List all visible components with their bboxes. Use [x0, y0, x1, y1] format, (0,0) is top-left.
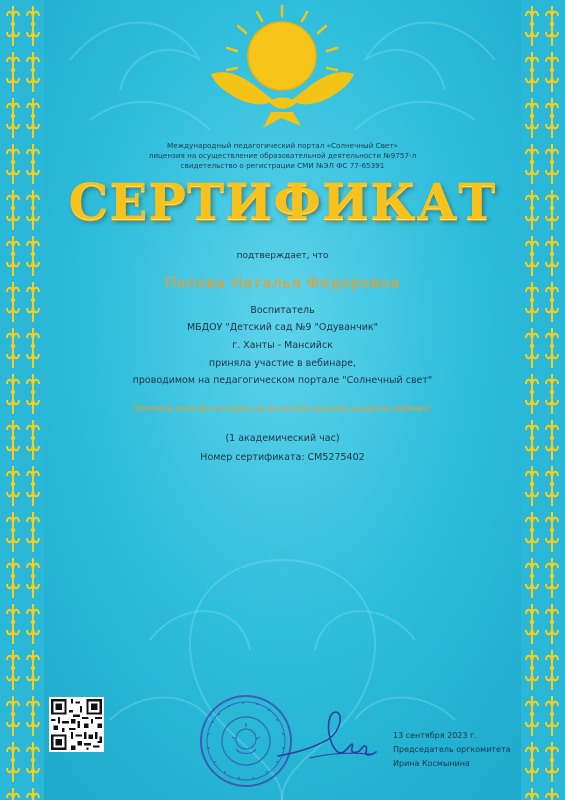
portal-info: [110, 141, 455, 171]
recipient-organization: МБДОУ "Детский сад №9 "Одуванчик": [186, 322, 379, 333]
ornament-column-left-outer: [4, 0, 22, 800]
confirms-text: подтверждает, что: [236, 251, 329, 261]
handwritten-signature: [270, 700, 380, 770]
webinar-title: "Влияние мелкой моторики на интеллектуальное развитие ребенка": [132, 403, 433, 413]
portal-name: Международный педагогический портал «Солнечный Свет»: [167, 141, 398, 150]
certificate-title: СЕРТИФИКАТ: [68, 172, 497, 231]
ornament-column-right-inner: [523, 0, 541, 800]
recipient-city: г. Ханты - Мансийск: [232, 340, 333, 351]
signature-block: [393, 729, 511, 771]
recipient-name: Попова Наталья Федоровна: [164, 274, 401, 292]
signer-role: Председатель оргкомитета: [393, 745, 511, 754]
signer-name: Ирина Космынина: [393, 759, 470, 768]
participation-text: приняла участие в вебинаре,: [208, 358, 357, 369]
recipient-position: Воспитатель: [250, 305, 315, 316]
issue-date: 13 сентября 2023 г.: [393, 731, 477, 740]
certificate-number: Номер сертификата: СМ5275402: [200, 452, 365, 463]
sun-eagle-emblem: [205, 4, 360, 132]
academic-hours: (1 академический час): [225, 433, 340, 444]
ornament-column-left-inner: [24, 0, 42, 800]
portal-line-text: проводимом на педагогическом портале "Солнечный свет": [132, 375, 433, 386]
qr-code-icon: [49, 697, 104, 752]
ornament-column-right-outer: [543, 0, 561, 800]
license-line: лицензия на осуществление образовательной деятельности №9757-л: [148, 151, 417, 160]
registration-line: свидетельство о регистрации СМИ №ЭЛ ФС 77-65391: [180, 161, 385, 170]
